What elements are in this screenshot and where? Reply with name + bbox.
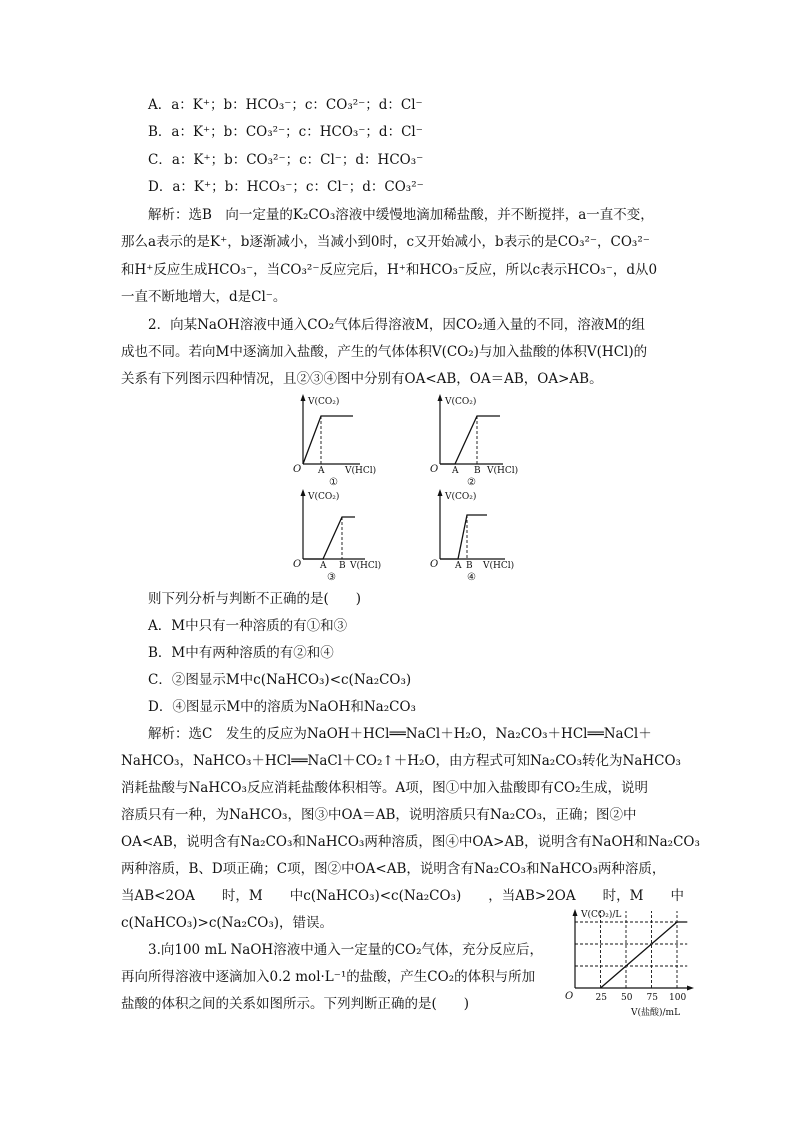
x-tick-label: 50 <box>621 993 633 1003</box>
point-a-label: A <box>320 561 327 571</box>
q2-analysis-line: 当AB<2OA 时，M 中c(NaHCO₃)<c(Na₂CO₃) ，当AB>2OA 时，M 中 <box>121 888 684 904</box>
series-line <box>601 922 688 988</box>
origin-label: O <box>430 464 439 475</box>
x-axis-label: V(盐酸)/mL <box>631 1008 681 1018</box>
q2-analysis-line: 两种溶质，B、D项正确；C项，图②中OA<AB，说明含有Na₂CO₃和NaHCO₃两种溶质， <box>121 861 666 877</box>
q2-analysis-line: c(NaHCO₃)>c(Na₂CO₃)，错误。 <box>121 915 334 931</box>
q2-stem-line: 2．向某NaOH溶液中通入CO₂气体后得溶液M，因CO₂通入量的不同，溶液M的组 <box>148 317 646 333</box>
point-b-label: B <box>339 561 346 571</box>
q2-stem-line: 成也不同。若向M中逐滴加入盐酸，产生的气体体积V(CO₂)与加入盐酸的体积V(HCl)的 <box>121 344 648 360</box>
q2-analysis-line: 解析：选C 发生的反应为NaOH＋HCl══NaCl＋H₂O，Na₂CO₃＋HCl══NaCl＋ <box>148 726 652 742</box>
y-axis-arrow <box>573 909 578 916</box>
point-a-label: A <box>455 561 462 571</box>
q1-analysis-line: 和H⁺反应生成HCO₃⁻，当CO₃²⁻反应完后，H⁺和HCO₃⁻反应，所以c表示HCO₃⁻，d从0 <box>121 262 658 278</box>
curve <box>440 515 487 559</box>
graph-4 <box>425 487 540 582</box>
q1-analysis-line: 一直不断地增大，d是Cl⁻。 <box>121 289 287 305</box>
q1-option-b: B．a：K⁺；b：CO₃²⁻；c：HCO₃⁻；d：Cl⁻ <box>148 124 423 140</box>
x-axis-label: V(HCl) <box>483 561 515 571</box>
curve <box>303 517 355 559</box>
q2-analysis-line: NaHCO₃，NaHCO₃＋HCl══NaCl＋CO₂↑＋H₂O，由方程式可知Na₂CO₃转化为NaHCO₃ <box>121 753 681 769</box>
curve <box>303 416 353 464</box>
y-axis-label: V(CO₂) <box>445 397 477 407</box>
origin-label: O <box>565 991 574 1002</box>
q2-option-c: C．②图显示M中c(NaHCO₃)<c(Na₂CO₃) <box>148 672 412 688</box>
q2-stem-line: 关系有下列图示四种情况，且②③④图中分别有OA<AB，OA＝AB，OA>AB。 <box>121 371 603 387</box>
q2-analysis-line: OA<AB，说明含有Na₂CO₃和NaHCO₃两种溶质，图④中OA>AB，说明含有NaOH和Na₂CO₃ <box>121 834 700 850</box>
q1-option-a: A．a：K⁺；b：HCO₃⁻；c：CO₃²⁻；d：Cl⁻ <box>148 97 423 113</box>
graph-number: ③ <box>327 572 336 582</box>
q3-stem-line: 盐酸的体积之间的关系如图所示。下列判断正确的是( ) <box>121 996 470 1012</box>
y-axis-arrow <box>301 394 306 401</box>
q3-chart <box>555 903 705 1021</box>
x-axis-label: V(HCl) <box>345 466 377 476</box>
graph-number: ② <box>467 477 476 487</box>
chart-grid <box>575 911 687 988</box>
y-axis-arrow <box>301 489 306 496</box>
q1-option-c: C．a：K⁺；b：CO₃²⁻；c：Cl⁻；d：HCO₃⁻ <box>148 152 424 168</box>
q3-stem-line: 再向所得溶液中逐滴加入0.2 mol·L⁻¹的盐酸，产生CO₂的体积与所加 <box>121 969 536 985</box>
x-axis-label: V(HCl) <box>350 561 382 571</box>
y-axis-arrow <box>438 394 443 401</box>
q2-question: 则下列分析与判断不正确的是( ) <box>148 591 362 607</box>
x-tick-label: 75 <box>646 993 658 1003</box>
graph-number: ① <box>329 477 338 487</box>
point-b-label: B <box>474 466 481 476</box>
y-axis-arrow <box>438 489 443 496</box>
x-axis-label: V(HCl) <box>487 466 519 476</box>
q1-option-d: D．a：K⁺；b：HCO₃⁻；c：Cl⁻；d：CO₃²⁻ <box>148 179 424 195</box>
graph-number: ④ <box>467 572 476 582</box>
q2-analysis-line: 消耗盐酸与NaHCO₃反应消耗盐酸体积相等。A项，图①中加入盐酸即有CO₂生成，说明 <box>121 780 648 796</box>
x-tick-label: 100 <box>669 993 687 1003</box>
y-axis-label: V(CO₂) <box>445 492 477 502</box>
q1-analysis-line: 解析：选B 向一定量的K₂CO₃溶液中缓慢地滴加稀盐酸，并不断搅拌，a一直不变， <box>148 207 654 223</box>
point-a-label: A <box>318 466 325 476</box>
q3-stem-line: 3.向100 mL NaOH溶液中通入一定量的CO₂气体，充分反应后， <box>148 942 544 958</box>
point-a-label: A <box>452 466 459 476</box>
x-tick-labels <box>596 993 687 1003</box>
origin-label: O <box>430 559 439 570</box>
x-axis-arrow <box>687 986 694 991</box>
x-tick-label: 25 <box>595 993 607 1003</box>
y-axis-label: V(CO₂) <box>308 492 340 502</box>
point-b-label: B <box>466 561 473 571</box>
q1-analysis-line: 那么a表示的是K⁺，b逐渐减小，当减小到0时，c又开始减小，b表示的是CO₃²⁻，CO₃²⁻ <box>121 234 650 250</box>
y-axis-label: V(CO₂) <box>308 397 340 407</box>
graph-2 <box>425 392 540 487</box>
graph-3 <box>285 487 400 582</box>
graph-1 <box>285 392 395 487</box>
q2-option-a: A．M中只有一种溶质的有①和③ <box>148 618 348 634</box>
q2-option-b: B．M中有两种溶质的有②和④ <box>148 645 334 661</box>
origin-label: O <box>293 464 302 475</box>
origin-label: O <box>293 559 302 570</box>
q2-option-d: D．④图显示M中的溶质为NaOH和Na₂CO₃ <box>148 699 416 715</box>
curve <box>440 416 500 464</box>
q2-analysis-line: 溶质只有一种，为NaHCO₃，图③中OA＝AB，说明溶质只有Na₂CO₃，正确；图②中 <box>121 807 637 823</box>
y-axis-label: V(CO₂)/L <box>581 910 622 920</box>
